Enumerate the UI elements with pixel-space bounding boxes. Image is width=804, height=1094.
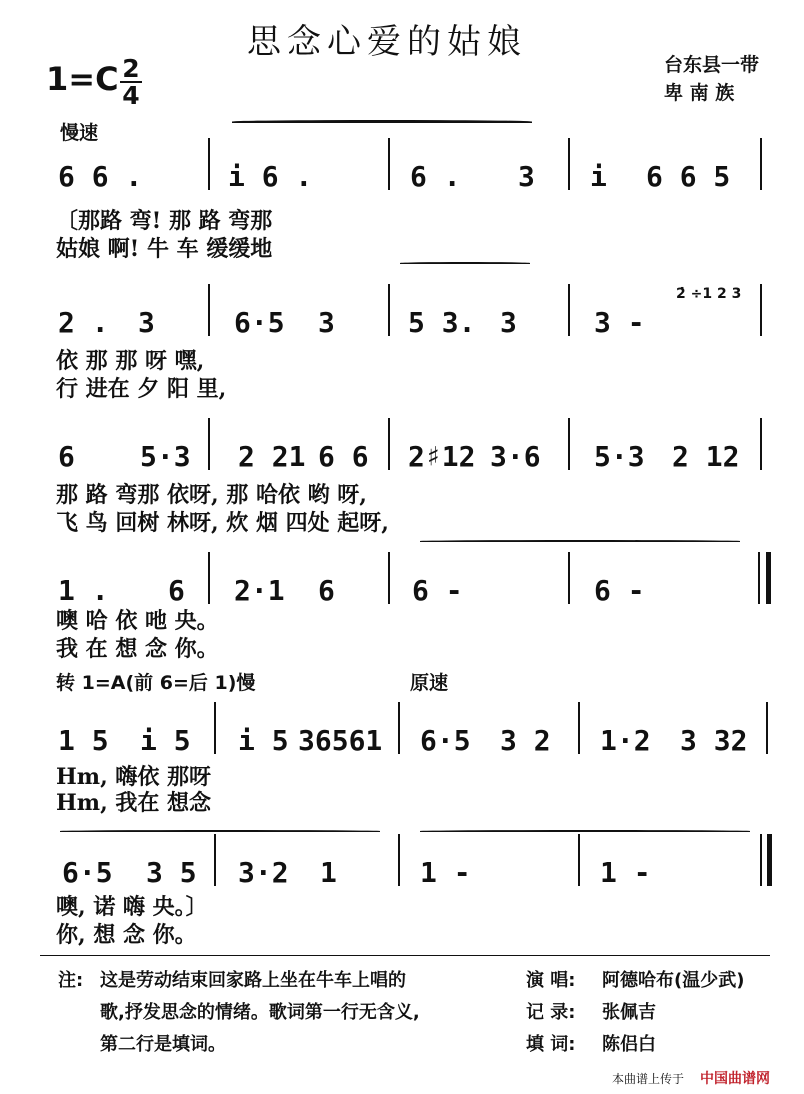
- note-group: 2 .: [58, 306, 109, 339]
- note-group: 6 -: [412, 574, 463, 607]
- note-group: 2·1: [234, 574, 285, 607]
- lyrics-line-2: 你, 想 念 你。: [56, 922, 197, 948]
- note-group: 6 6 .: [58, 160, 143, 193]
- recorder-name: 张佩吉: [602, 1002, 656, 1023]
- note-group: 2 21: [238, 440, 306, 473]
- note-group: 5·3: [140, 440, 191, 473]
- note-group: 2 12: [672, 440, 740, 473]
- lyrics-line-1: 〔那路 弯! 那 路 弯那: [56, 208, 273, 234]
- lyrics-line-1: 噢, 诺 嗨 央。〕: [56, 894, 208, 920]
- note-group: 3 32: [680, 724, 748, 757]
- note-group: 6·5: [234, 306, 285, 339]
- note-group: 3 5: [146, 856, 197, 889]
- note-group: 1: [320, 856, 337, 889]
- singer-name: 阿德哈布(温少武): [602, 970, 745, 991]
- lyrics-line-1: Hm, 嗨依 那呀: [56, 764, 212, 790]
- note-group: 1 -: [420, 856, 471, 889]
- note-group: 5 3.: [408, 306, 476, 339]
- note-group: 3 2: [500, 724, 551, 757]
- note-group: 1 .: [58, 574, 109, 607]
- note-group: 3: [318, 306, 335, 339]
- time-signature: [118, 56, 144, 108]
- tempo-marking: 慢速: [60, 122, 99, 144]
- note-label: 注:: [58, 970, 84, 991]
- note-group: 2♯12: [408, 440, 476, 473]
- lyrics-line-2: Hm, 我在 想念: [56, 790, 212, 816]
- recorder-label: 记 录:: [526, 1002, 576, 1023]
- lyricist-name: 陈侣白: [602, 1034, 656, 1055]
- note-group: i 5: [238, 724, 289, 757]
- note-group: 6·5: [420, 724, 471, 757]
- note-group: i 6 .: [228, 160, 313, 193]
- note-group: 6 6: [318, 440, 369, 473]
- note-group: 36561: [298, 724, 383, 757]
- lyrics-line-2: 姑娘 啊! 牛 车 缓缓地: [56, 236, 273, 262]
- tempo-return: 原速: [410, 672, 449, 694]
- lyrics-line-1: 噢 哈 依 吔 央。: [56, 608, 219, 634]
- lyrics-line-1: 那 路 弯那 依呀, 那 哈依 哟 呀,: [56, 482, 367, 508]
- lyrics-line-2: 行 进在 夕 阳 里,: [56, 376, 227, 402]
- ethnic-label: 卑 南 族: [664, 82, 735, 104]
- grace-notes: 2̇ ÷1 2 3: [676, 286, 742, 302]
- lyrics-line-2: 飞 鸟 回树 林呀, 炊 烟 四处 起呀,: [56, 510, 389, 536]
- lyricist-label: 填 词:: [526, 1034, 576, 1055]
- time-bottom: 4: [122, 81, 140, 110]
- time-top: 2: [122, 54, 140, 83]
- note-group: i: [590, 160, 607, 193]
- note-group: 3·2: [238, 856, 289, 889]
- note-group: 6 6 5: [646, 160, 731, 193]
- note-group: 1·2: [600, 724, 651, 757]
- note-group: 6: [318, 574, 335, 607]
- note-line-2: 歌,抒发思念的情绪。歌词第一行无含义,: [100, 1002, 420, 1023]
- note-group: 3: [518, 160, 535, 193]
- note-group: 6 -: [594, 574, 645, 607]
- note-group: 3·6: [490, 440, 541, 473]
- note-line-3: 第二行是填词。: [100, 1034, 226, 1055]
- note-group: 6: [168, 574, 185, 607]
- song-title: 思念心爱的姑娘: [247, 22, 527, 62]
- site-logo: 中国曲谱网: [700, 1071, 770, 1087]
- note-group: 1 5: [58, 724, 109, 757]
- note-group: 3: [500, 306, 517, 339]
- key-signature: 1=C: [46, 60, 119, 98]
- note-group: 3 -: [594, 306, 645, 339]
- region-label: 台东县一带: [664, 54, 760, 76]
- lyrics-line-1: 依 那 那 呀 嘿,: [56, 348, 205, 374]
- singer-label: 演 唱:: [526, 970, 576, 991]
- modulation-marking: 转 1=A(前 6=后 1)慢: [56, 672, 256, 694]
- note-line-1: 这是劳动结束回家路上坐在牛车上唱的: [100, 970, 406, 991]
- lyrics-line-2: 我 在 想 念 你。: [56, 636, 219, 662]
- footer-divider: [40, 955, 770, 956]
- note-group: 6: [58, 440, 75, 473]
- note-group: 6 .: [410, 160, 461, 193]
- note-group: 1 -: [600, 856, 651, 889]
- note-group: 3: [138, 306, 155, 339]
- note-group: 6·5: [62, 856, 113, 889]
- note-group: i 5: [140, 724, 191, 757]
- watermark-text: 本曲谱上传于: [612, 1072, 685, 1086]
- note-group: 5·3: [594, 440, 645, 473]
